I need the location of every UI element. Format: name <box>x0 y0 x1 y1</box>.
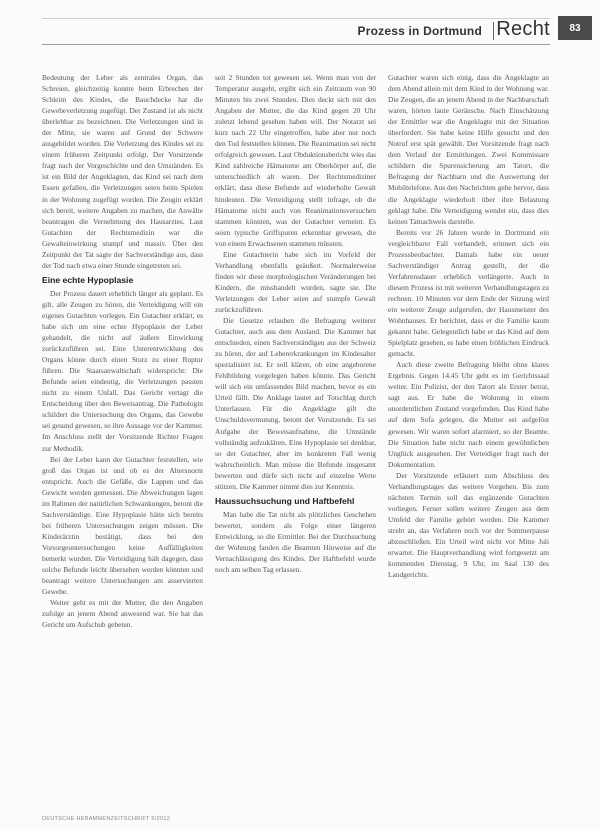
paragraph: Bedeutung der Leber als zentrales Organ, das Schreien, gleichzeitig konnte beim Erbrechen der Schleim des Kindes, die Bauchdecke hat die Gewebeverletzung zugefügt. Der Zustand ist als nicht überlebbar zu bezeichnen. Die Verletzungen sind in der Mitte, sie waren auf Grund der Schwere ausgebildet worden. Die Verletzung des Kindes sei zu einem früheren Zeitpunkt erfolgt. Der Vorsitzende fragt nach der Vorgeschichte und den Umständen. Es ist ein Bild der Angeklagten, das Kind sei nach dem Essen gefallen, die Verletzungen seien beim Spielen in der Wohnung zugefügt worden. Die Zeugin erklärt sich bereit, weitere Angaben zu machen, die Anwälte beantragen die Vernehmung des Hausarztes. Laut Gutachten der Rechtsmedizin war die Gewalteinwirkung stumpf und massiv. Über den Zeitpunkt der Tat sagte der Sachverständige aus, dass der Tod nach etwa einer Stunde eingetreten sei. <box>42 73 203 270</box>
page-number: 83 <box>558 16 592 40</box>
page-header <box>0 18 600 46</box>
section-title: Recht <box>496 18 550 40</box>
kicker-label: Prozess in Dortmund <box>357 24 482 38</box>
paragraph: Eine Gutachterin habe sich im Vorfeld der Verhandlung ebenfalls geäußert. Normalerweise finden wir diese morphologischen Veränderungen bei Kindern, die misshandelt wurden, sagte sie. Die Verletzungen der Leber seien auf stumpfe Gewalt zurückzuführen. <box>215 249 376 314</box>
paragraph: Auch diese zweite Befragung bleibt ohne klares Ergebnis. Gegen 14.45 Uhr geht es im Gerichtssaal weiter. Ein Polizist, der den Tatort als Erster betrat, sagt aus. Er habe die Wohnung in einem unordentlichen Zustand vorgefunden. Das Kind habe auf dem Sofa gelegen, die Mutter sei aufgelöst gewesen. Wir waren sofort alarmiert, so der Beamte. Die Situation habe nicht nach einem gewöhnlichen Unglück ausgesehen. Der Verteidiger fragt nach der Dokumentation. <box>388 360 549 469</box>
paragraph: Man habe die Tat nicht als plötzliches Geschehen bewertet, sondern als Folge einer längeren Entwicklung, so die Ermittler. Bei der Durchsuchung der Wohnung fanden die Beamten Hinweise auf die Vernachlässigung des Kindes. Der Haftbefehl wurde noch am selben Tag erlassen. <box>215 509 376 575</box>
footer-journal-line: DEUTSCHE HEBAMMENZEITSCHRIFT 5/2012 <box>42 816 171 822</box>
column-2 <box>215 72 376 812</box>
paragraph: Gutachter waren sich einig, dass die Angeklagte an dem Abend allein mit dem Kind in der Wohnung war. Die Zeugen, die an jenem Abend in der Nachbarschaft waren, hörten laute Geräusche. Nach Einschätzung der Ermittler war die Angeklagte mit der Situation überfordert. Sie habe keine Hilfe gesucht und den Notruf erst spät gewählt. Der Vorsitzende fragt nach dem Verlauf der Ermittlungen. Zwei Kommissare schildern die Spurensicherung am Tatort, die Befragung der Nachbarn und die Auswertung der Mobiltelefone. Aus den Nachrichten gehe hervor, dass die Angeklagte wiederholt über ihre Belastung geklagt habe. Die Verteidigung wendet ein, dass dies keinen Tatnachweis darstelle. <box>388 73 549 226</box>
subheading: Haussuchsuchung und Haftbefehl <box>215 495 355 506</box>
header-separator <box>493 22 494 40</box>
paragraph: Der Prozess dauert erheblich länger als geplant. Es gilt, alle Zeugen zu hören, die Verteidigung will ein eigenes Gutachten vorlegen. Ein Gutachter erklärt, es habe sich um eine echte Hypoplasie der Leber gehandelt, die nicht auf äußere Einwirkung zurückzuführen sei. Eine Unterentwicklung des Organs könne durch einen Sturz zu einer Ruptur führen. Die Staatsanwaltschaft widerspricht: Die Befunde seien eindeutig, die Verletzungen passten nicht zu einem Unfall. Das Gericht vertagt die Entscheidung über den Beweisantrag. Die Pathologin schildert die Untersuchung des Organs, das Gewebe sei gesund gewesen, so ihre Aussage vor der Kammer. Im Anschluss stellt der Vorsitzende Richter Fragen zur Methodik. <box>42 288 203 453</box>
paragraph: seit 2 Stunden tot gewesen sei. Wenn man von der Temperatur ausgeht, ergibt sich ein Zeitraum von 90 Minuten bis zwei Stunden. Dies deckt sich mit den Angaben der Mutter, die das Kind gegen 20 Uhr zuletzt lebend gesehen haben will. Der Notarzt sei kurz nach 22 Uhr eingetroffen, habe aber nur noch den Tod feststellen können. Die Reanimation sei nicht erfolgreich gewesen. Laut Obduktionsbericht wies das Kind zahlreiche Hämatome am Oberkörper auf, die unterschiedlich alt waren. Der Rechtsmediziner erklärt, dass diese Befunde auf wiederholte Gewalt hindeuten. Die Verteidigung stellt infrage, ob die Hämatome nicht auch von Reanimationsversuchen stammen könnten, was der Gutachter verneint. Es seien typische Griffspuren erkennbar gewesen, die von einem Erwachsenen stammen müssten. <box>215 73 376 248</box>
article-body <box>42 72 550 812</box>
header-rule <box>42 44 550 45</box>
paragraph: Der Vorsitzende erläutert zum Abschluss des Verhandlungstages das weitere Vorgehen. Bis zum nächsten Termin soll das ergänzende Gutachten vorliegen. Ferner sollen weitere Zeugen aus dem Umfeld der Familie gehört werden. Die Kammer strebt an, das Verfahren noch vor der Sommerpause abzuschließen. Ein Urteil wird nicht vor Mitte Juli erwartet. Die Hauptverhandlung wird fortgesetzt am kommenden Dienstag, 9 Uhr, im Saal 130 des Landgerichts. <box>388 470 549 580</box>
subheading: Eine echte Hypoplasie <box>42 274 134 285</box>
paragraph: Die Gesetze erlauben die Befragung weiterer Gutachter, auch aus dem Ausland. Die Kammer hat entschieden, einen Sachverständigen aus der Schweiz zu hören, der auf Lebererkrankungen im Kindesalter spezialisiert ist. Er soll klären, ob eine angeborene Fehlbildung vorgelegen haben könnte. Das Gericht will sich ein umfassendes Bild machen, bevor es ein Urteil fällt. Die Anklage lautet auf Totschlag durch Unterlassen. Für die Angeklagte gilt die Unschuldsvermutung, betont der Vorsitzende. Es sei Aufgabe der Beweisaufnahme, die Umstände vollständig aufzuklären. Eine Hypoplasie sei denkbar, so der Gutachter, aber im konkreten Fall wenig wahrscheinlich. Man müsse die Befunde insgesamt bewerten und dürfe sich nicht auf einzelne Werte stützen. Die Kammer nimmt dies zur Kenntnis. <box>215 316 376 491</box>
paragraph: Bereits vor 26 Jahren wurde in Dortmund ein vergleichbarer Fall verhandelt, erinnert sich ein Prozessbeobachter. Damals habe ein neuer Sachverständiger Antrag gestellt, der die Verfahrensdauer erheblich verlängerte. Auch in diesem Prozess ist mit weiteren Verhandlungstagen zu rechnen. 10 Minuten vor dem Ende der Sitzung wird ein weiterer Zeuge aufgerufen, der Hausmeister des Wohnhauses. Er berichtet, dass er die Familie kaum gekannt habe. Gelegentlich habe er das Kind auf dem Spielplatz gesehen, es habe einen fröhlichen Eindruck gemacht. <box>388 227 549 359</box>
header-top-rule <box>42 18 550 19</box>
column-3 <box>388 72 549 812</box>
column-1 <box>42 72 203 812</box>
paragraph: Weiter geht es mit der Mutter, die den Angaben zufolge an jenem Abend anwesend war. Sie hat das Gericht um Aufschub gebeten. <box>42 598 203 630</box>
paragraph: Bei der Leber kann der Gutachter feststellen, wie groß das Organ ist und ob es der Altersnorm entspricht. Auch die Gefäße, die Lappen und das Gewicht werden gemessen. Die Abweichungen lagen im Rahmen der natürlichen Schwankungen, betont die Sachverständige. Eine Hypoplasie hätte sich bereits bei früheren Untersuchungen zeigen müssen. Die Kinderärztin bestätigt, dass bei den Vorsorgeuntersuchungen keine Auffälligkeiten bemerkt wurden. Die Verteidigung hält dagegen, dass solche Befunde leicht übersehen werden könnten und beantragt weitere Untersuchungen am asservierten Gewebe. <box>42 454 203 597</box>
